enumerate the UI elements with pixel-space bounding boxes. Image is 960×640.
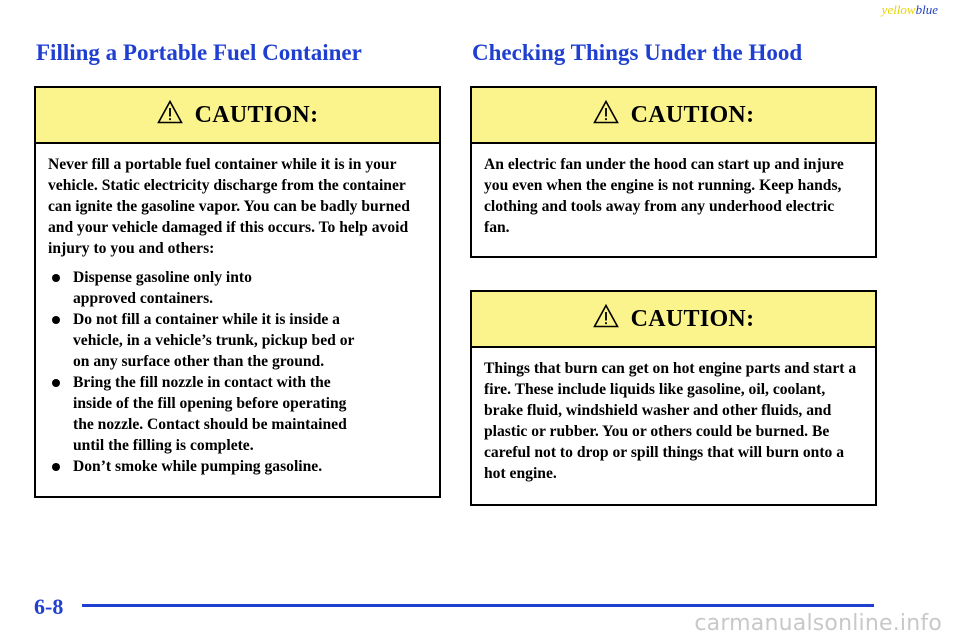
bullet-icon	[52, 316, 60, 324]
warning-triangle-icon	[157, 100, 183, 124]
caution-text: Never fill a portable fuel container while it is in your vehicle. Static electricity discharge from the container can ignite the gasoline vapor. You can be badly burned and your vehicle damaged if this occurs. To help avoid injury to you and others:	[48, 156, 410, 257]
caution-header	[472, 88, 875, 144]
tag-yellow: yellow	[881, 2, 916, 17]
caution-bullet-list	[48, 267, 427, 477]
caution-label: CAUTION:	[194, 101, 319, 128]
bullet-icon	[52, 274, 60, 282]
caution-box-hot-engine	[470, 290, 877, 506]
page-number: 6-8	[34, 594, 64, 619]
bullet-item	[48, 267, 427, 309]
bullet-icon	[52, 379, 60, 387]
section-title-under-hood: Checking Things Under the Hood	[472, 40, 803, 65]
caution-body	[36, 144, 439, 477]
warning-triangle-icon	[593, 100, 619, 124]
footer-divider	[82, 604, 874, 607]
caution-header	[472, 292, 875, 348]
caution-label: CAUTION:	[630, 101, 755, 128]
bullet-item	[48, 372, 427, 456]
warning-triangle-icon	[593, 304, 619, 328]
bullet-icon	[52, 463, 60, 471]
section-title-fuel-container: Filling a Portable Fuel Container	[36, 40, 362, 65]
caution-label: CAUTION:	[630, 305, 755, 332]
bullet-item	[48, 456, 427, 477]
bullet-text: Don’t smoke while pumping gasoline.	[73, 458, 323, 475]
caution-body	[472, 348, 875, 484]
tag-blue: blue	[915, 2, 938, 17]
bullet-text: Do not fill a container while it is inside a vehicle, in a vehicle’s trunk, pickup bed or on any surface other than the ground.	[73, 311, 355, 370]
header-color-tag	[882, 2, 938, 18]
caution-text: Things that burn can get on hot engine parts and start a fire. These include liquids like gasoline, oil, coolant, brake fluid, windshield washer and other fluids, and plastic or rubber. You or others could be burned. Be careful not to drop or spill things that will burn onto a hot engine.	[484, 360, 857, 482]
caution-header	[36, 88, 439, 144]
caution-text: An electric fan under the hood can start up and injure you even when the engine is not running. Keep hands, clothing and tools away from any underhood electric fan.	[484, 156, 844, 236]
caution-box-fuel-container	[34, 86, 441, 498]
watermark: carmanualsonline.info	[694, 611, 942, 636]
bullet-item	[48, 309, 427, 372]
bullet-text: Dispense gasoline only into approved containers.	[73, 269, 252, 307]
caution-body	[472, 144, 875, 238]
caution-box-electric-fan	[470, 86, 877, 258]
bullet-text: Bring the fill nozzle in contact with the inside of the fill opening before operating the nozzle. Contact should be maintained until the filling is complete.	[73, 374, 347, 454]
